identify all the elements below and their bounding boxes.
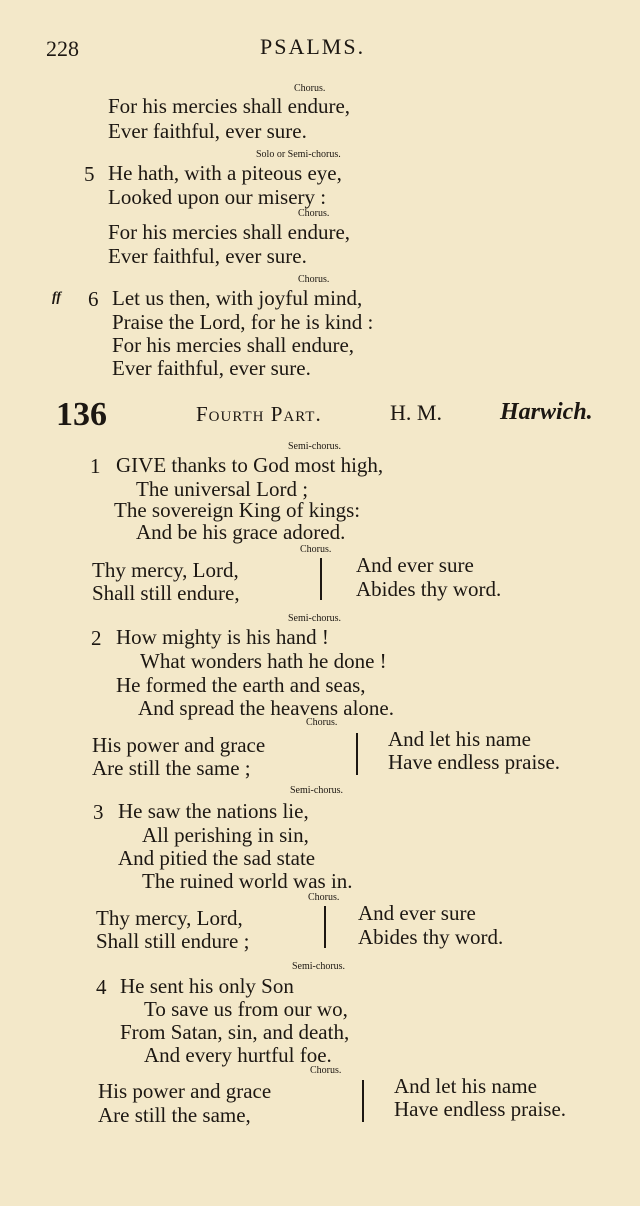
- verse-line: He sent his only Son: [120, 974, 294, 998]
- verse-number: 5: [84, 162, 95, 186]
- verse-line: From Satan, sin, and death,: [120, 1020, 350, 1044]
- verse-line: He hath, with a piteous eye,: [108, 161, 342, 185]
- chorus-line: Abides thy word.: [358, 925, 504, 949]
- verse-line: Praise the Lord, for he is kind :: [112, 310, 374, 334]
- chorus-line: Are still the same,: [98, 1103, 251, 1127]
- chorus-line: Have endless praise.: [394, 1097, 567, 1121]
- chorus-line: His power and grace: [98, 1079, 272, 1103]
- verse-line: How mighty is his hand !: [116, 625, 329, 649]
- verse-number: 1: [90, 454, 101, 478]
- verse-label: Semi-chorus.: [288, 441, 342, 452]
- chorus-line: Shall still endure ;: [96, 929, 250, 953]
- chorus-divider: [324, 906, 326, 948]
- verse-line: What wonders hath he done !: [140, 649, 387, 673]
- verse-line: He formed the earth and seas,: [116, 673, 366, 697]
- verse-label: Semi-chorus.: [290, 785, 344, 796]
- chorus-line: And let his name: [394, 1074, 537, 1098]
- chorus-label: Chorus.: [306, 717, 338, 728]
- chorus-line: Thy mercy, Lord,: [92, 558, 239, 582]
- chorus-line: Shall still endure,: [92, 581, 240, 605]
- chorus-divider: [320, 558, 322, 600]
- verse-label: Solo or Semi-chorus.: [256, 149, 341, 160]
- hymn-number: 136: [56, 396, 107, 433]
- chorus-line: Are still the same ;: [92, 756, 251, 780]
- chorus-label: Chorus.: [300, 544, 332, 555]
- verse-label: Semi-chorus.: [292, 961, 346, 972]
- chorus-label: Chorus.: [310, 1065, 342, 1076]
- chorus-line: And ever sure: [358, 901, 476, 925]
- chorus-label: Chorus.: [294, 83, 326, 94]
- verse-line: The ruined world was in.: [142, 869, 353, 893]
- chorus-line: Thy mercy, Lord,: [96, 906, 243, 930]
- verse-line: The universal Lord ;: [136, 477, 309, 501]
- chorus-line: For his mercies shall endure,: [108, 94, 351, 118]
- verse-line: And every hurtful foe.: [144, 1043, 332, 1067]
- dynamic-marking: ff: [52, 290, 62, 305]
- verse-line: GIVE thanks to God most high,: [116, 453, 384, 477]
- chorus-divider: [356, 733, 358, 775]
- tune-name: Harwich.: [500, 399, 593, 425]
- verse-line: All perishing in sin,: [142, 823, 309, 847]
- verse-label: Semi-chorus.: [288, 613, 342, 624]
- chorus-line: Ever faithful, ever sure.: [108, 119, 307, 143]
- verse-line: To save us from our wo,: [144, 997, 348, 1021]
- verse-line: Let us then, with joyful mind,: [112, 286, 363, 310]
- chorus-line: And ever sure: [356, 553, 474, 577]
- chorus-line: And let his name: [388, 727, 531, 751]
- page-number: 228: [46, 36, 79, 61]
- chorus-label: Chorus.: [308, 892, 340, 903]
- verse-number: 4: [96, 975, 107, 999]
- chorus-line: Abides thy word.: [356, 577, 502, 601]
- chorus-line: His power and grace: [92, 733, 266, 757]
- verse-number: 6: [88, 287, 99, 311]
- hymn-meter: H. M.: [390, 400, 442, 425]
- verse-line: Ever faithful, ever sure.: [112, 356, 311, 380]
- chorus-label: Chorus.: [298, 208, 330, 219]
- chorus-line: Have endless praise.: [388, 750, 561, 774]
- chorus-line: For his mercies shall endure,: [108, 220, 351, 244]
- verse-line: And be his grace adored.: [136, 520, 346, 544]
- verse-line: Looked upon our misery :: [108, 185, 327, 209]
- verse-line: For his mercies shall endure,: [112, 333, 355, 357]
- verse-number: 3: [93, 800, 104, 824]
- verse-line: He saw the nations lie,: [118, 799, 309, 823]
- chorus-line: Ever faithful, ever sure.: [108, 244, 307, 268]
- verse-number: 2: [91, 626, 102, 650]
- running-title: PSALMS.: [260, 34, 366, 59]
- chorus-label: Chorus.: [298, 274, 330, 285]
- verse-line: The sovereign King of kings:: [114, 498, 361, 522]
- verse-line: And spread the heavens alone.: [138, 696, 394, 720]
- chorus-divider: [362, 1080, 364, 1122]
- hymn-part: Fourth Part.: [196, 402, 322, 426]
- verse-line: And pitied the sad state: [118, 846, 316, 870]
